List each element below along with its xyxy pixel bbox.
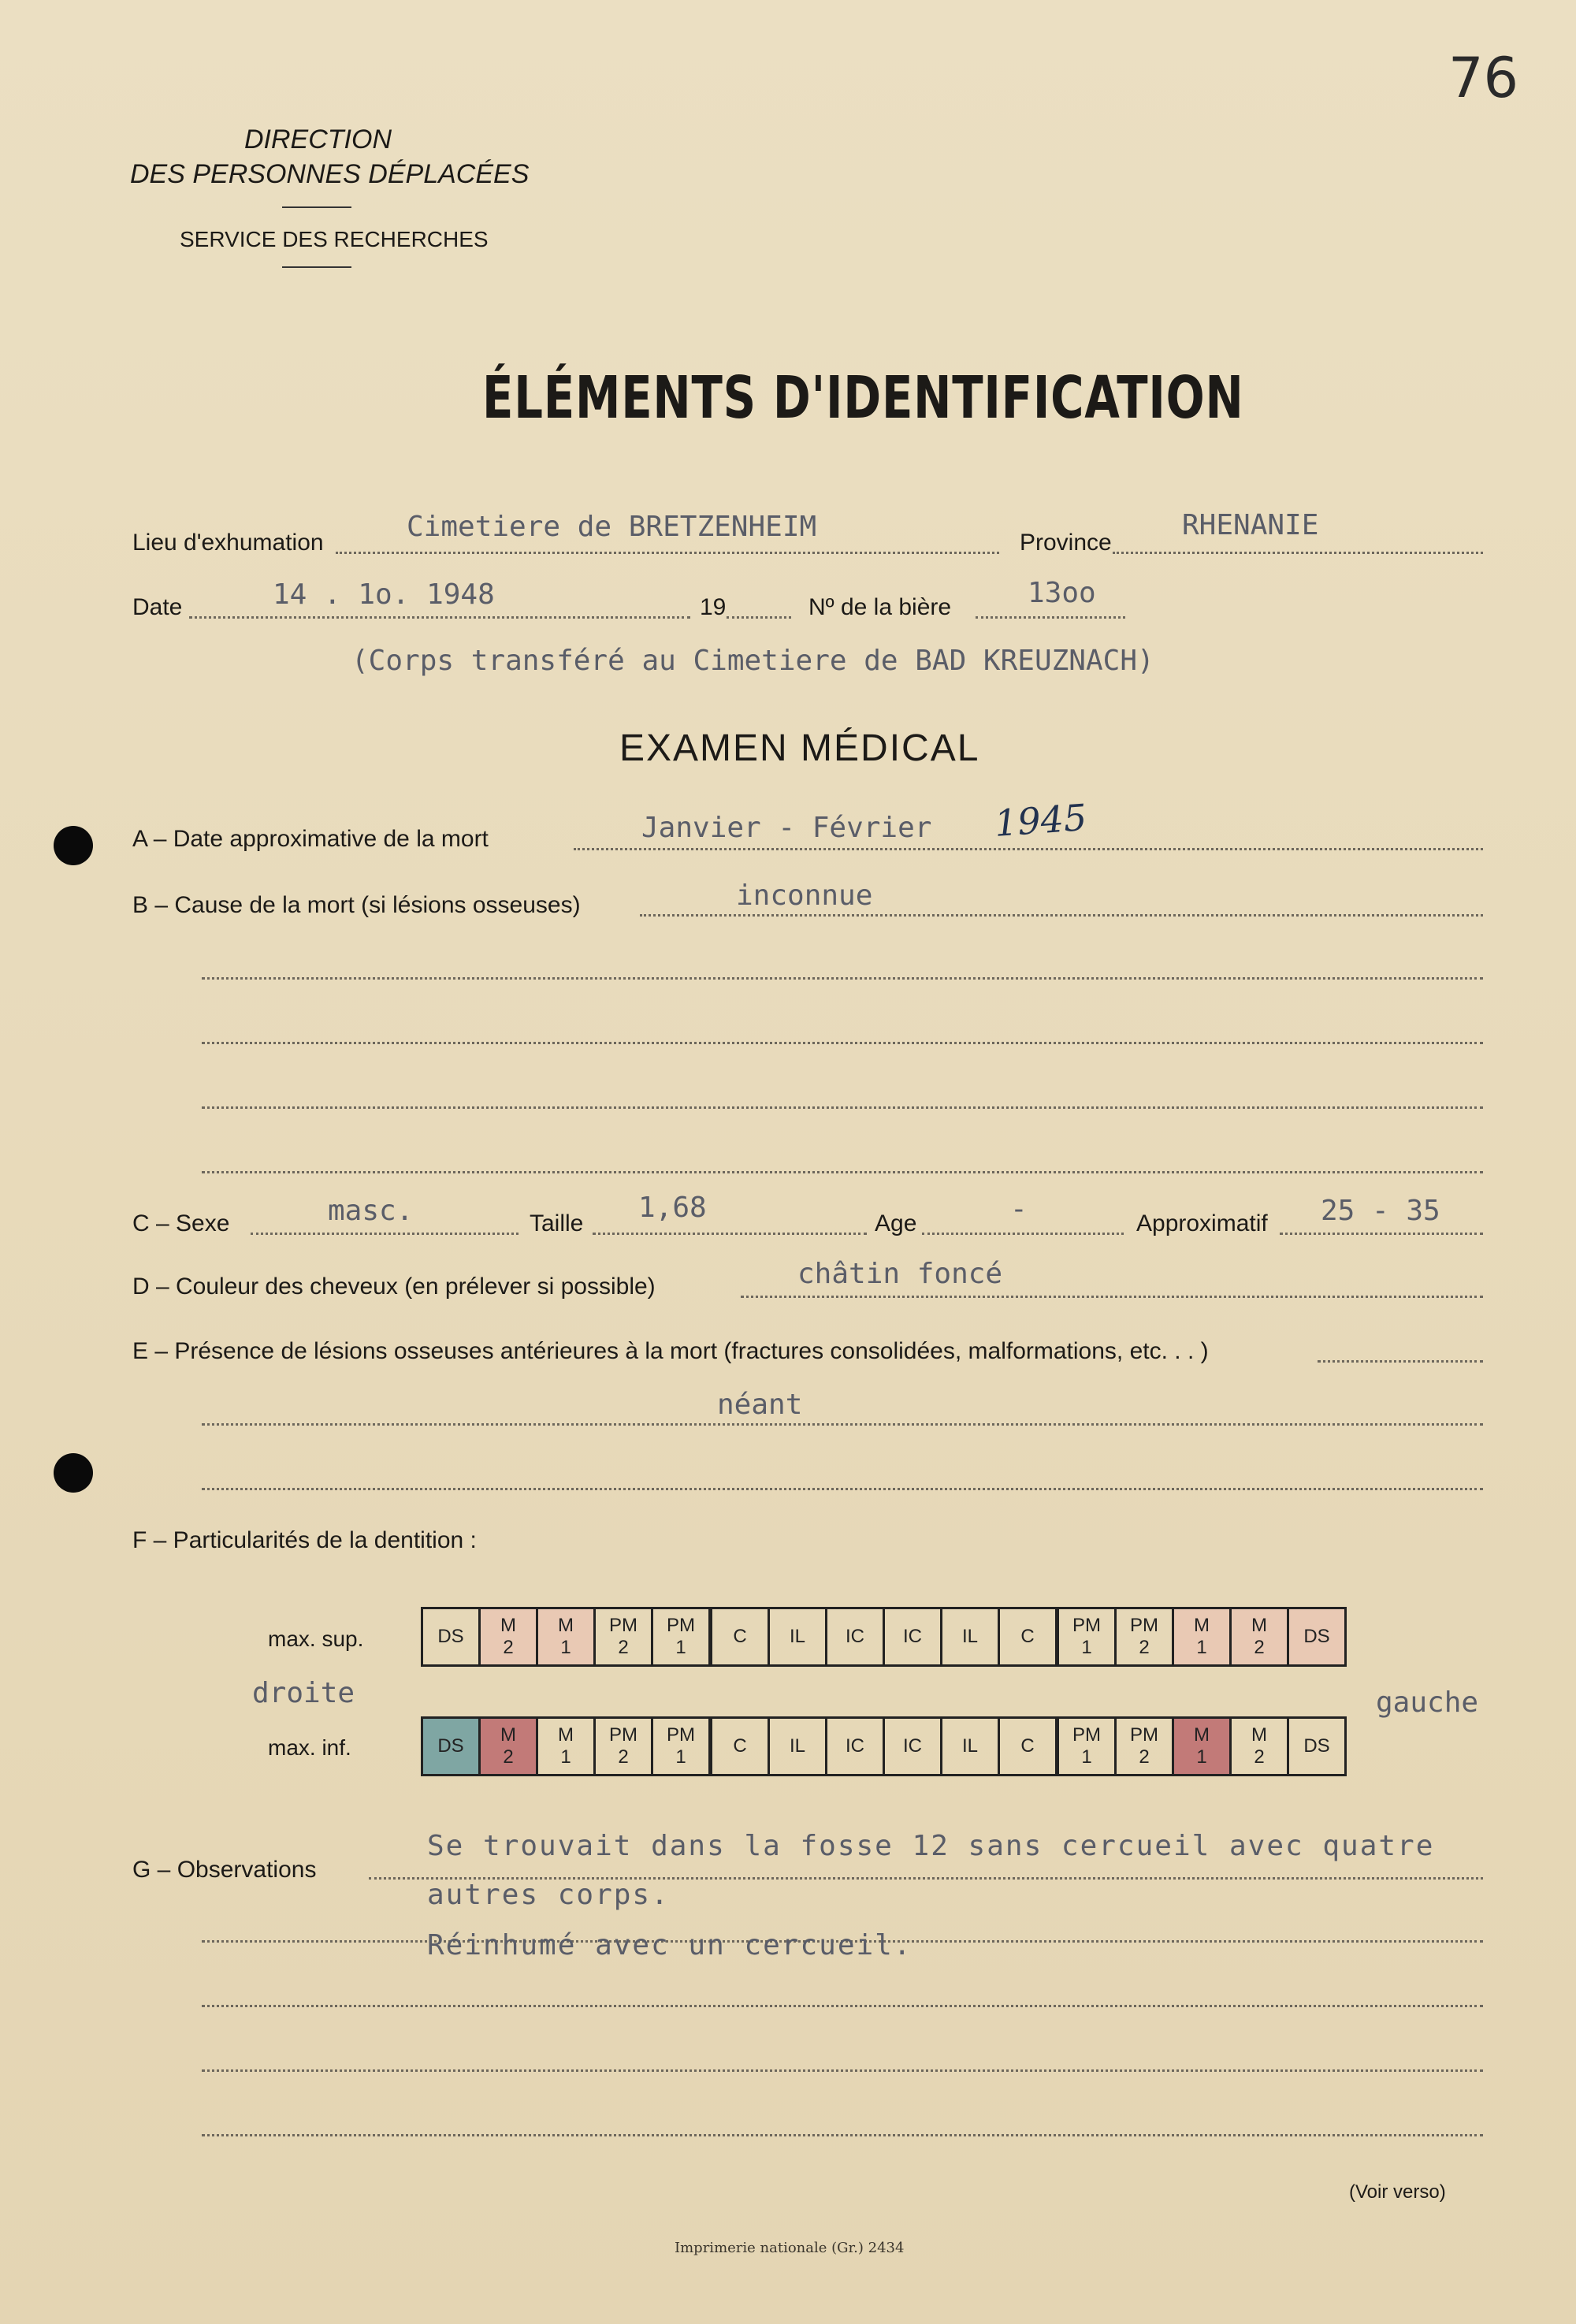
observation-line-3: Réinhumé avec un cercueil.: [427, 1929, 913, 1961]
field-b-line: [640, 914, 1483, 917]
field-d-label: D – Couleur des cheveux (en prélever si possible): [132, 1274, 656, 1300]
upper-tooth-cell: [999, 1608, 1057, 1666]
lower-tooth-cell: [1231, 1718, 1288, 1776]
field-d-line: [741, 1296, 1483, 1298]
date-year-prefix: 19: [700, 594, 727, 620]
left-side-label: gauche: [1376, 1686, 1479, 1719]
age-line: [922, 1233, 1124, 1235]
field-e-line-2: [202, 1423, 1483, 1426]
tooth-type: M: [1194, 1615, 1210, 1636]
see-verso: (Voir verso): [1349, 2181, 1446, 2203]
province-label: Province: [1020, 530, 1112, 556]
header-rule: [282, 206, 351, 208]
tooth-type: PM: [1072, 1724, 1101, 1746]
tooth-type: DS: [1303, 1735, 1330, 1757]
lower-tooth-cell: [595, 1718, 652, 1776]
tooth-type: C: [1020, 1626, 1035, 1647]
field-e-label: E – Présence de lésions osseuses antérieures à la mort (fractures consolidées, malformations, etc. . . ): [132, 1338, 1209, 1364]
tooth-number: 2: [618, 1746, 629, 1768]
upper-tooth-cell: [595, 1608, 652, 1666]
field-b-line-2: [202, 977, 1483, 980]
upper-jaw-label: max. sup.: [268, 1627, 364, 1651]
tooth-type: IL: [961, 1735, 978, 1757]
tooth-number: 2: [503, 1637, 514, 1658]
tooth-type: DS: [437, 1735, 464, 1757]
tooth-type: IC: [903, 1626, 922, 1647]
tooth-type: IL: [961, 1626, 978, 1647]
tooth-type: C: [1020, 1735, 1035, 1757]
printer-credit: Imprimerie nationale (Gr.) 2434: [675, 2240, 905, 2256]
tooth-type: M: [500, 1615, 516, 1636]
document-title: ÉLÉMENTS D'IDENTIFICATION: [482, 364, 1244, 432]
tooth-type: M: [1251, 1724, 1267, 1746]
upper-tooth-cell: [537, 1608, 595, 1666]
lower-tooth-cell: [1288, 1718, 1346, 1776]
tooth-type: C: [733, 1735, 747, 1757]
field-g-label: G – Observations: [132, 1857, 317, 1883]
header-direction: DIRECTION: [244, 125, 392, 154]
tooth-type: IL: [789, 1626, 805, 1647]
lower-tooth-cell: [942, 1718, 999, 1776]
lower-jaw-label: max. inf.: [268, 1735, 351, 1760]
lower-tooth-cell: [652, 1718, 711, 1776]
observation-line-1: Se trouvait dans la fosse 12 sans cercueil avec quatre: [427, 1830, 1435, 1862]
coffin-label: Nº de la bière: [808, 594, 952, 620]
upper-tooth-cell: [942, 1608, 999, 1666]
upper-tooth-cell: [1231, 1608, 1288, 1666]
tooth-type: PM: [1130, 1724, 1158, 1746]
tooth-number: 1: [560, 1746, 571, 1768]
tooth-type: M: [558, 1615, 574, 1636]
tooth-type: DS: [1303, 1626, 1330, 1647]
lower-tooth-cell: [827, 1718, 884, 1776]
upper-tooth-cell: [1173, 1608, 1231, 1666]
field-g-line-5: [202, 2134, 1483, 2136]
lower-tooth-cell: [999, 1718, 1057, 1776]
approx-line: [1280, 1233, 1483, 1235]
tooth-type: IL: [789, 1735, 805, 1757]
field-b-label: B – Cause de la mort (si lésions osseuses): [132, 892, 581, 918]
tooth-number: 2: [618, 1637, 629, 1658]
age-label: Age: [875, 1210, 917, 1236]
tooth-type: M: [1251, 1615, 1267, 1636]
field-g-line-3: [202, 2005, 1483, 2007]
lower-tooth-cell: [711, 1718, 769, 1776]
field-b-line-3: [202, 1042, 1483, 1044]
tooth-type: PM: [609, 1615, 637, 1636]
tooth-number: 2: [503, 1746, 514, 1768]
tooth-number: 2: [1139, 1637, 1150, 1658]
tooth-type: M: [558, 1724, 574, 1746]
province-line: [1113, 552, 1483, 554]
upper-tooth-cell: [480, 1608, 537, 1666]
tooth-number: 1: [1081, 1637, 1092, 1658]
lower-tooth-cell: [1173, 1718, 1231, 1776]
field-b-value: inconnue: [736, 879, 873, 912]
tooth-number: 1: [560, 1637, 571, 1658]
transfer-note: (Corps transféré au Cimetiere de BAD KREUZNACH): [351, 645, 1154, 677]
tooth-type: M: [500, 1724, 516, 1746]
header-rule-2: [282, 266, 351, 268]
tooth-type: PM: [667, 1615, 695, 1636]
tooth-number: 2: [1139, 1746, 1150, 1768]
tooth-type: PM: [609, 1724, 637, 1746]
tooth-number: 1: [675, 1746, 686, 1768]
upper-tooth-cell: [827, 1608, 884, 1666]
field-b-line-5: [202, 1171, 1483, 1173]
binder-hole-bottom: [54, 1453, 93, 1493]
binder-hole-top: [54, 826, 93, 865]
year-line: [727, 616, 791, 619]
tooth-type: PM: [1072, 1615, 1101, 1636]
approx-label: Approximatif: [1136, 1210, 1268, 1236]
field-e-line: [1318, 1360, 1483, 1363]
lower-teeth-chart: [421, 1716, 1347, 1776]
upper-tooth-cell: [884, 1608, 942, 1666]
field-a-value: Janvier - Février: [641, 812, 932, 844]
tooth-number: 1: [675, 1637, 686, 1658]
lower-tooth-cell: [1057, 1718, 1116, 1776]
lower-tooth-cell: [480, 1718, 537, 1776]
field-a-line: [574, 848, 1483, 850]
upper-tooth-cell: [1116, 1608, 1173, 1666]
field-a-year-handwritten: 1945: [993, 795, 1088, 846]
coffin-line: [976, 616, 1125, 619]
location-line: [336, 552, 999, 554]
upper-tooth-cell: [1057, 1608, 1116, 1666]
tooth-type: IC: [846, 1735, 864, 1757]
tooth-type: PM: [667, 1724, 695, 1746]
lower-tooth-cell: [537, 1718, 595, 1776]
lower-tooth-cell: [884, 1718, 942, 1776]
field-e-value: néant: [717, 1389, 803, 1421]
tooth-type: IC: [846, 1626, 864, 1647]
date-line: [189, 616, 690, 619]
tooth-number: 2: [1254, 1746, 1265, 1768]
location-value: Cimetiere de BRETZENHEIM: [407, 511, 817, 543]
approx-value: 25 - 35: [1321, 1195, 1440, 1227]
field-c-label: C – Sexe: [132, 1210, 230, 1236]
height-value: 1,68: [638, 1192, 707, 1224]
exam-title: EXAMEN MÉDICAL: [619, 727, 980, 769]
header-service: SERVICE DES RECHERCHES: [180, 227, 489, 251]
right-side-label: droite: [252, 1677, 355, 1709]
tooth-type: IC: [903, 1735, 922, 1757]
lower-tooth-cell: [1116, 1718, 1173, 1776]
tooth-number: 2: [1254, 1637, 1265, 1658]
tooth-number: 1: [1196, 1637, 1207, 1658]
header-department: DES PERSONNES DÉPLACÉES: [130, 159, 530, 189]
field-f-label: F – Particularités de la dentition :: [132, 1527, 477, 1553]
sex-line: [251, 1233, 519, 1235]
upper-tooth-cell: [1288, 1608, 1346, 1666]
height-line: [593, 1233, 867, 1235]
age-value: -: [1010, 1193, 1028, 1225]
lower-tooth-cell: [769, 1718, 827, 1776]
province-value: RHENANIE: [1182, 509, 1319, 541]
tooth-number: 1: [1196, 1746, 1207, 1768]
field-b-line-4: [202, 1106, 1483, 1109]
upper-tooth-cell: [652, 1608, 711, 1666]
tooth-type: DS: [437, 1626, 464, 1647]
upper-teeth-chart: [421, 1607, 1347, 1667]
sex-value: masc.: [328, 1195, 414, 1227]
tooth-type: PM: [1130, 1615, 1158, 1636]
coffin-value: 13oo: [1028, 577, 1096, 609]
date-value: 14 . 1o. 1948: [273, 578, 495, 611]
field-e-line-3: [202, 1488, 1483, 1490]
lower-tooth-cell: [422, 1718, 480, 1776]
tooth-type: C: [733, 1626, 747, 1647]
tooth-type: M: [1194, 1724, 1210, 1746]
height-label: Taille: [530, 1210, 584, 1236]
upper-tooth-cell: [769, 1608, 827, 1666]
field-g-line-4: [202, 2069, 1483, 2072]
field-d-value: châtin foncé: [797, 1258, 1003, 1290]
observation-line-2: autres corps.: [427, 1879, 670, 1911]
date-label: Date: [132, 594, 183, 620]
page-number: 76: [1448, 46, 1519, 110]
tooth-number: 1: [1081, 1746, 1092, 1768]
field-a-label: A – Date approximative de la mort: [132, 826, 489, 852]
location-label: Lieu d'exhumation: [132, 530, 324, 556]
upper-tooth-cell: [422, 1608, 480, 1666]
upper-tooth-cell: [711, 1608, 769, 1666]
